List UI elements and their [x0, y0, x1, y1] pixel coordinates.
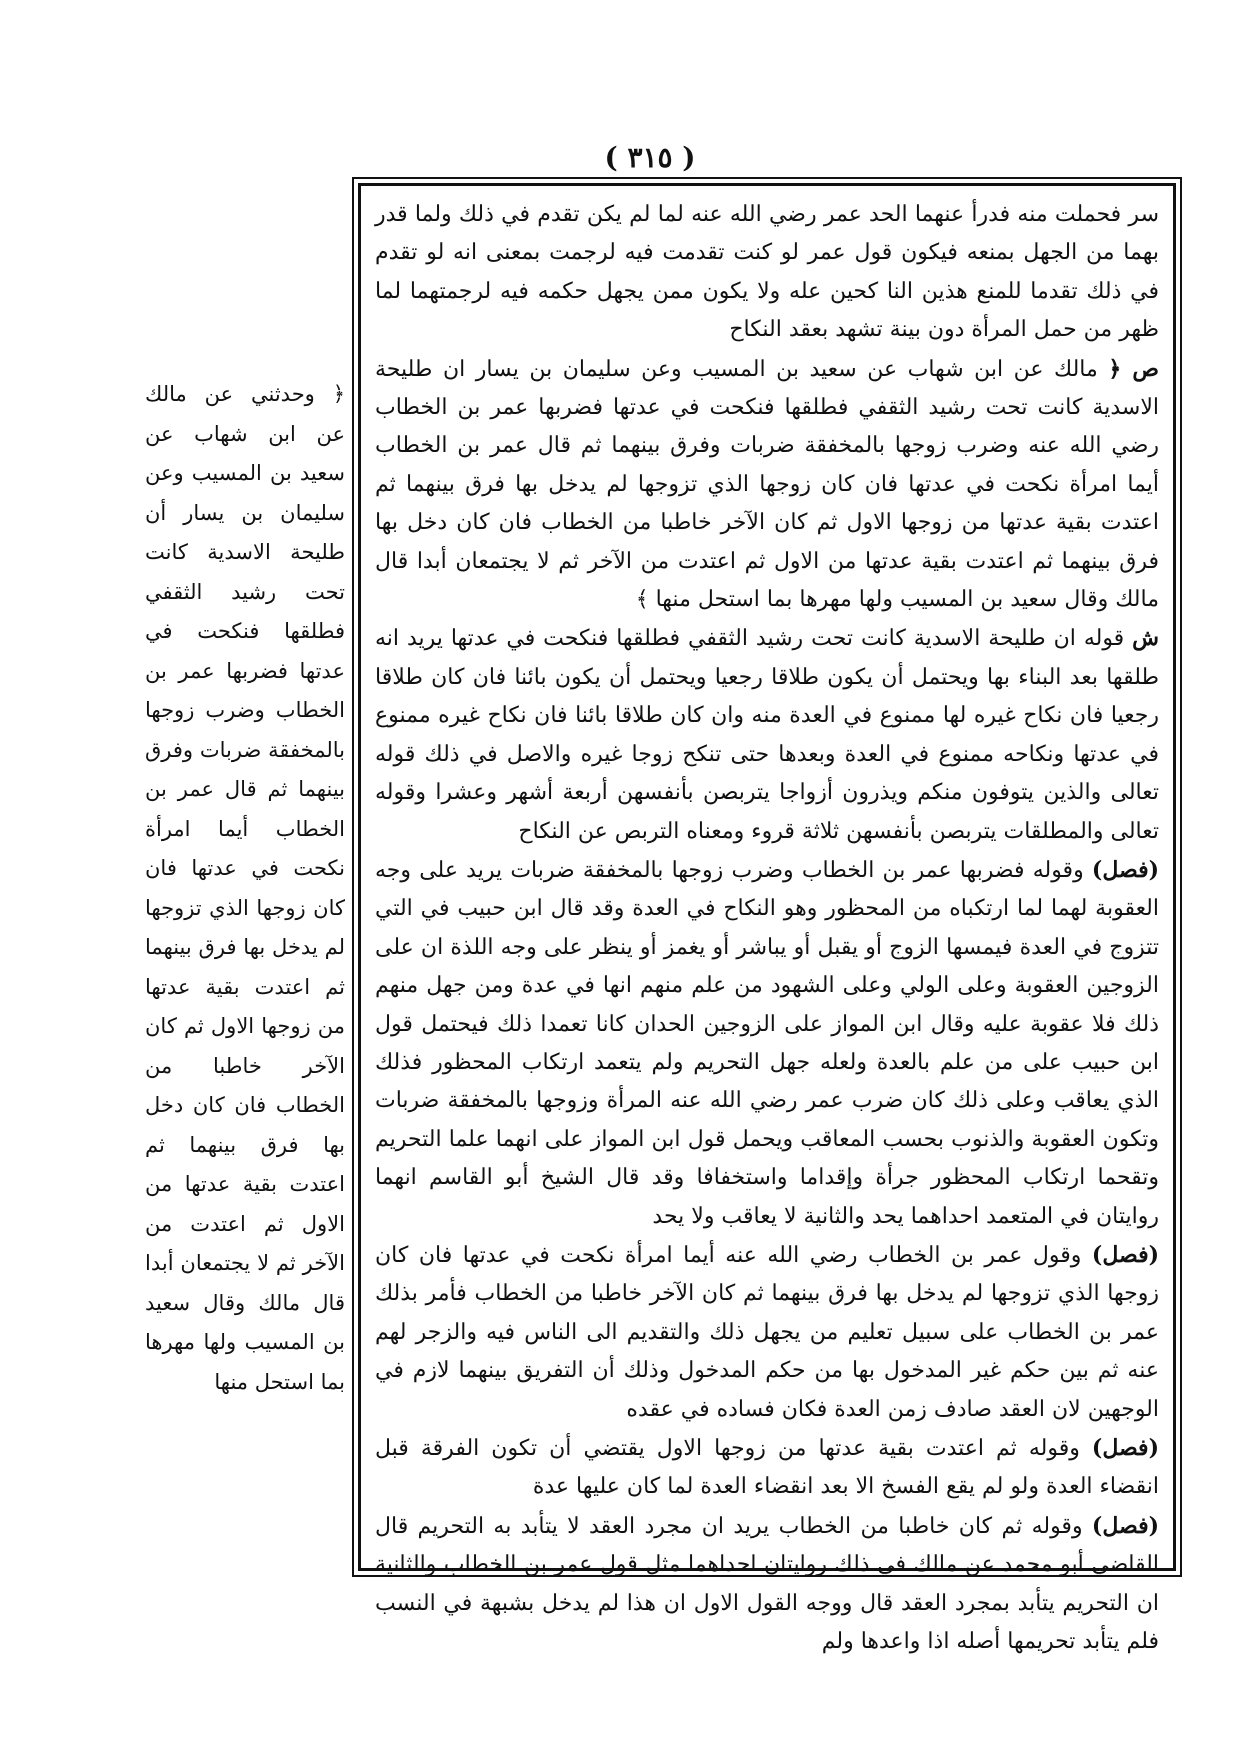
hadith-side-note	[145, 375, 345, 1402]
paragraph-text: وقول عمر بن الخطاب رضي الله عنه أيما امرأة نكحت في عدتها فان كان زوجها الذي تزوجها لم يدخل بها فرق بينهما ثم كان الآخر خاطبا من الخطاب فأمر بذلك عمر بن الخطاب على سبيل تعليم من يجهل ذلك والتقديم الى الناس فيه والزجر لهم عنه ثم بين حكم غير المدخول بها من حكم المدخول وذلك أن التفريق بينهما لازم في الوجهين لان العقد صادف زمن العدة فكان فساده في عقده	[375, 1242, 1159, 1422]
page-number: ( ٣١٥ )	[604, 141, 696, 174]
paragraph-marker: ش	[1132, 625, 1159, 652]
paragraph-marker: ص ﴿	[1108, 355, 1159, 382]
commentary-text	[375, 196, 1159, 1661]
paragraph-marker: (فصل)	[1091, 1241, 1159, 1268]
commentary-paragraph	[375, 619, 1159, 850]
paragraph-text: قوله ان طليحة الاسدية كانت تحت رشيد الثقفي فطلقها فنكحت في عدتها يريد انه طلقها بعد البناء بها ويحتمل أن يكون طلاقا رجعيا ويحتمل أن يكون بائنا فان كان طلاقا رجعيا فان نكاح غيره لها ممنوع في العدة منه وان كان طلاقا بائنا فان نكاح غيره ممنوع في عدتها ونكاحه ممنوع في العدة وبعدها حتى تنكح زوجا غيره والاصل في ذلك قوله تعالى والذين يتوفون منكم ويذرون أزواجا يتربصن بأنفسهن أربعة أشهر وعشرا وقوله تعالى والمطلقات يتربصن بأنفسهن ثلاثة قروء ومعناه التربص عن النكاح	[375, 626, 1159, 844]
commentary-frame	[358, 183, 1176, 1655]
paragraph-text: وقوله ثم كان خاطبا من الخطاب يريد ان مجرد العقد لا يتأبد به التحريم قال القاضي أبو محمد عن مالك في ذلك روايتان احداهما مثل قول عمر بن الخطاب والثانية ان التحريم يتأبد بمجرد العقد قال ووجه القول الاول ان هذا لم يدخل بشبهة في النسب فلم يتأبد تحريمها أصله اذا واعدها ولم	[375, 1513, 1159, 1655]
commentary-paragraph	[375, 851, 1159, 1236]
paragraph-marker: (فصل)	[1091, 1435, 1159, 1461]
paragraph-text: وقوله ثم اعتدت بقية عدتها من زوجها الاول يقتضي أن تكون الفرقة قبل انقضاء العدة ولو لم يقع الفسخ الا بعد انقضاء العدة لما كان عليها عدة	[375, 1436, 1159, 1500]
commentary-paragraph	[375, 1429, 1159, 1507]
commentary-paragraph	[375, 1236, 1159, 1429]
commentary-paragraph	[375, 196, 1159, 350]
commentary-paragraph	[375, 350, 1159, 620]
paragraph-text: مالك عن ابن شهاب عن سعيد بن المسيب وعن سليمان بن يسار ان طليحة الاسدية كانت تحت رشيد الثقفي فطلقها فنكحت في عدتها فضربها عمر بن الخطاب رضي الله عنه وضرب زوجها بالمخفقة ضربات وفرق بينهما ثم قال عمر بن الخطاب أيما امرأة نكحت في عدتها فان كان زوجها الذي تزوجها لم يدخل بها فرق بينهما ثم اعتدت بقية عدتها من زوجها الاول ثم كان الآخر خاطبا من الخطاب فان كان دخل بها فرق بينهما ثم اعتدت بقية عدتها من الاول ثم اعتدت من الآخر ثم لا يجتمعان أبدا قال مالك وقال سعيد بن المسيب ولها مهرها بما استحل منها ﴾	[375, 356, 1159, 613]
paragraph-text: وقوله فضربها عمر بن الخطاب وضرب زوجها بالمخفقة ضربات يريد على وجه العقوبة لهما لما ارتكباه من المحظور وهو النكاح في العدة وقد قال ابن حبيب في التي تتزوج في العدة فيمسها الزوج أو يقبل أو يباشر أو يغمز أو ينظر على وجه اللذة ان على الزوجين العقوبة وعلى الولي وعلى الشهود من علم منهم انها في عدة ومن جهل منهم ذلك فلا عقوبة عليه وقال ابن المواز على الزوجين الحدان كانا تعمدا ذلك فيحتمل قول ابن حبيب على من علم بالعدة ولعله جهل التحريم ولم يتعمد ارتكاب المحظور فذلك الذي يعاقب وعلى ذلك كان ضرب عمر رضي الله عنه المرأة وزوجها بالمخفقة ضربات وتكون العقوبة والذنوب بحسب المعاقب ويحمل قول ابن المواز على انهما علما التحريم وتقحما ارتكاب المحظور جرأة وإقداما واستخفافا وقد قال الشيخ أبو القاسم انهما روايتان في المتعمد احداهما يحد والثانية لا يعاقب ولا يحد	[375, 857, 1159, 1229]
paragraph-text: سر فحملت منه فدرأ عنهما الحد عمر رضي الله عنه لما لم يكن تقدم في ذلك ولما قدر بهما من الجهل بمنعه فيكون قول عمر لو كنت تقدمت فيه لرجمت بمعنى انه لو تقدم في ذلك تقدما للمنع هذين النا كحين عله ولا يكون ممن يجهل حكمه فيه لرجمتهما لما ظهر من حمل المرأة دون بينة تشهد بعقد النكاح	[375, 202, 1159, 343]
side-note-text: ﴿ وحدثني عن مالك عن ابن شهاب عن سعيد بن المسيب وعن سليمان بن يسار أن طليحة الاسدية كانت تحت رشيد الثقفي فطلقها فنكحت في عدتها فضربها عمر بن الخطاب وضرب زوجها بالمخفقة ضربات وفرق بينهما ثم قال عمر بن الخطاب أيما امرأة نكحت في عدتها فان كان زوجها الذي تزوجها لم يدخل بها فرق بينهما ثم اعتدت بقية عدتها من زوجها الاول ثم كان الآخر خاطبا من الخطاب فان كان دخل بها فرق بينهما ثم اعتدت بقية عدتها من الاول ثم اعتدت من الآخر ثم لا يجتمعان أبدا قال مالك وقال سعيد بن المسيب ولها مهرها بما استحل منها	[145, 382, 345, 1394]
paragraph-marker: (فصل)	[1091, 856, 1159, 883]
paragraph-marker: (فصل)	[1091, 1512, 1159, 1539]
commentary-paragraph	[375, 1507, 1159, 1662]
